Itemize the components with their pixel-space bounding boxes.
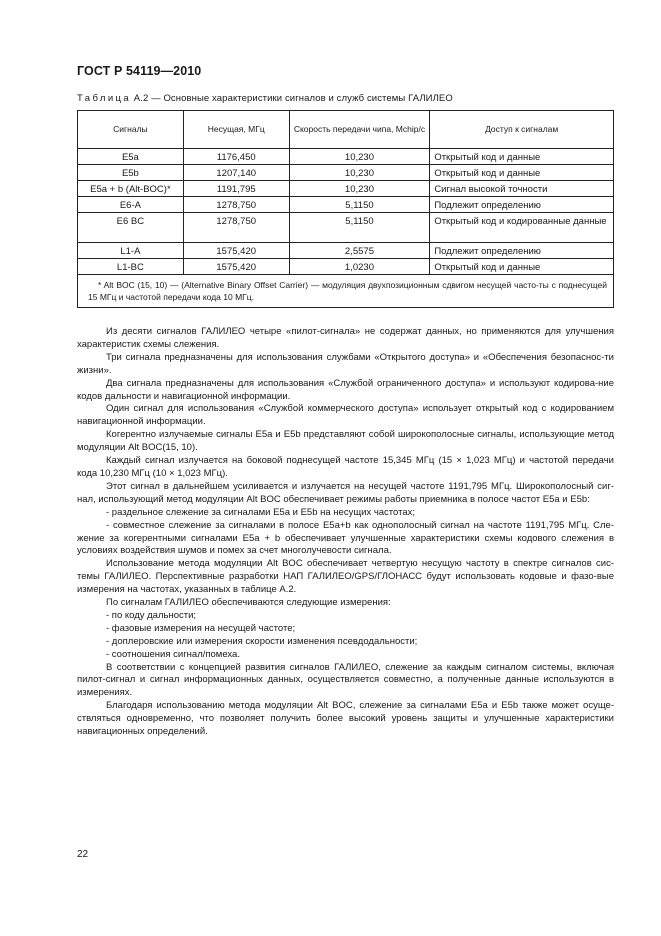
cell-access: Открытый код и данные <box>430 259 614 275</box>
paragraph: Из десяти сигналов ГАЛИЛЕО четыре «пилот-сигнала» не содержат данных, но применяются для улучшения характеристик схемы слежения. <box>77 326 614 350</box>
paragraph: Этот сигнал в дальнейшем усиливается и излучается на несущей частоте 1191,795 МГц. Широкополосный сиг-нал, использующий метод модуляции Alt BOC обеспечивает режимы работы приемника в полосе частот E5a и E5b: <box>77 480 614 505</box>
table-row <box>78 181 614 197</box>
cell-signal: E6 BC <box>78 213 184 243</box>
table-row <box>78 149 614 165</box>
table-row <box>78 197 614 213</box>
cell-signal: E6-A <box>78 197 184 213</box>
table-row <box>78 243 614 259</box>
cell-carrier: 1207,140 <box>183 165 289 181</box>
cell-chip-rate: 5,1150 <box>289 197 430 213</box>
paragraph: Благодаря использованию метода модуляции Alt BOC, слежение за сигналами E5a и E5b также может осуще-ствляться одновременно, что позволяет получить более высокий уровень защиты и улучшенные характеристики навигационных определений. <box>77 700 614 738</box>
list-item: - фазовые измерения на несущей частоте; <box>106 622 296 634</box>
cell-carrier: 1191,795 <box>183 181 289 197</box>
paragraph: По сигналам ГАЛИЛЕО обеспечиваются следующие измерения: <box>106 597 391 609</box>
table-footnote: * Alt BOC (15, 10) — (Alternative Binary Offset Carrier) — модуляция двухпозиционным сдвигом несущей часто-ты с поднесущей 15 МГц и частотой передачи кода 10 МГц. <box>78 275 614 308</box>
list-item: - раздельное слежение за сигналами E5a и E5b на несущих частотах; <box>106 506 416 518</box>
table-caption-text: А.2 — Основные характеристики сигналов и служб системы ГАЛИЛЕО <box>131 93 453 104</box>
cell-carrier: 1278,750 <box>183 197 289 213</box>
cell-access: Открытый код и кодированные данные <box>430 213 614 243</box>
cell-access: Подлежит определению <box>430 197 614 213</box>
table-row <box>78 213 614 243</box>
paragraph: Три сигнала предназначены для использования службами «Открытого доступа» и «Обеспечения безопаснос-ти жизни». <box>77 351 614 376</box>
paragraph: Два сигнала предназначены для использования «Службой ограниченного доступа» и используют кодирова-ние кодов дальности и навигационной информации. <box>77 377 614 402</box>
column-header-chip-rate: Скорость передачи чипа, Mchip/c <box>289 111 430 149</box>
table-row <box>78 259 614 275</box>
cell-chip-rate: 10,230 <box>289 165 430 181</box>
cell-signal: E5b <box>78 165 184 181</box>
table-caption-label: Таблица <box>77 93 132 104</box>
page-number: 22 <box>77 849 89 860</box>
cell-chip-rate: 10,230 <box>289 181 430 197</box>
list-item: - совместное слежение за сигналами в полосе E5a+b как однополосный сигнал на частоте 1191,795 МГц. Сле-жение за когерентными сигналами E5a + b обеспечивает улучшенные характеристики схемы кодового слежения в условиях воздействия шумов и помех за счет многолучевости сигнала. <box>77 519 614 557</box>
cell-signal: E5a <box>78 149 184 165</box>
cell-access: Открытый код и данные <box>430 165 614 181</box>
cell-carrier: 1575,420 <box>183 243 289 259</box>
column-header-access: Доступ к сигналам <box>430 111 614 149</box>
paragraph: Когерентно излучаемые сигналы E5a и E5b представляют собой широкополосные сигналы, использующие метод модуляции Alt BOC(15, 10). <box>77 429 614 454</box>
cell-chip-rate: 1,0230 <box>289 259 430 275</box>
table-caption <box>77 93 453 104</box>
cell-access: Сигнал высокой точности <box>430 181 614 197</box>
table-footnote-row <box>78 275 614 308</box>
cell-access: Открытый код и данные <box>430 149 614 165</box>
cell-signal: L1-BC <box>78 259 184 275</box>
paragraph: Один сигнал для использования «Службой коммерческого доступа» использует открытый код с кодированием навигационной информации. <box>77 403 614 428</box>
column-header-carrier: Несущая, МГц <box>183 111 289 149</box>
signal-characteristics-table <box>77 110 614 308</box>
document-header: ГОСТ Р 54119—2010 <box>77 64 202 78</box>
cell-carrier: 1575,420 <box>183 259 289 275</box>
table-row <box>78 165 614 181</box>
paragraph: Использование метода модуляции Alt BOC обеспечивает четвертую несущую частоту в спектре сигналов сис-темы ГАЛИЛЕО. Перспективные разработки НАП ГАЛИЛЕО/GPS/ГЛОНАСС будут использовать кодовые и фазо-вые измерения на частотах, указанных в таблице А.2. <box>77 558 614 596</box>
body-text <box>77 326 614 739</box>
cell-carrier: 1278,750 <box>183 213 289 243</box>
list-item: - соотношения сигнал/помеха. <box>106 648 240 660</box>
cell-chip-rate: 2,5575 <box>289 243 430 259</box>
cell-carrier: 1176,450 <box>183 149 289 165</box>
paragraph: Каждый сигнал излучается на боковой поднесущей частоте 15,345 МГц (15 × 1,023 МГц) и частотой передачи кода 10,230 МГц (10 × 1,023 МГц). <box>77 455 614 479</box>
cell-signal: E5a + b (Alt-BOC)* <box>78 181 184 197</box>
column-header-signals: Сигналы <box>78 111 184 149</box>
list-item: - по коду дальности; <box>106 609 197 621</box>
paragraph: В соответствии с концепцией развития сигналов ГАЛИЛЕО, слежение за каждым сигналом системы, включая пилот-сигнал и сигнал информационных данных, осуществляется совместно, а полученные данные используются в измерениях. <box>77 661 614 699</box>
table-header-row <box>78 111 614 149</box>
list-item: - доплеровские или измерения скорости изменения псевдодальности; <box>106 635 418 647</box>
cell-chip-rate: 5,1150 <box>289 213 430 243</box>
cell-chip-rate: 10,230 <box>289 149 430 165</box>
cell-access: Подлежит определению <box>430 243 614 259</box>
cell-signal: L1-A <box>78 243 184 259</box>
